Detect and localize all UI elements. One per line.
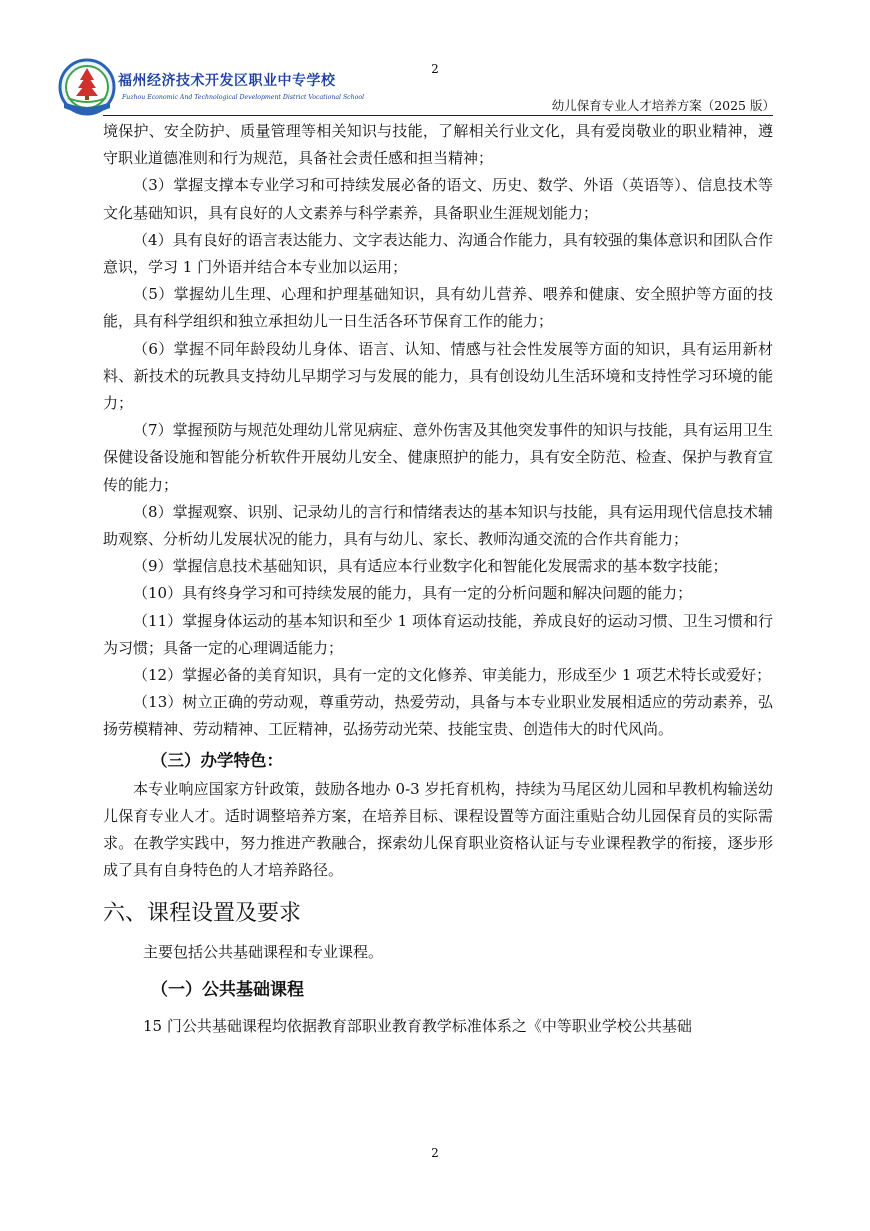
school-name-english: Fuzhou Economic And Technological Development District Vocational School (122, 94, 365, 101)
list-item-7: （7）掌握预防与规范处理幼儿常见病症、意外伤害及其他突发事件的知识与技能，具有运用卫生保健设备设施和智能分析软件开展幼儿安全、健康照护的能力，具有安全防范、检查、保护与教育宣传的能力； (103, 421, 773, 494)
page-body (103, 118, 773, 1046)
list-item-13: （13）树立正确的劳动观，尊重劳动，热爱劳动，具备与本专业职业发展相适应的劳动素养，弘扬劳模精神、劳动精神、工匠精神，弘扬劳动光荣、技能宝贵、创造伟大的时代风尚。 (103, 693, 773, 739)
list-item-12: （12）掌握必备的美育知识，具有一定的文化修养、审美能力，形成至少 1 项艺术特长或爱好； (133, 666, 772, 685)
list-item-6: （6）掌握不同年龄段幼儿身体、语言、认知、情感与社会性发展等方面的知识，具有运用新材料、新技术的玩教具支持幼儿早期学习与发展的能力，具有创设幼儿生活环境和支持性学习环境的能力； (103, 339, 773, 413)
heading-public-courses: （一）公共基础课程 (151, 979, 304, 1000)
school-logo-icon (56, 58, 118, 116)
list-item-3: （3）掌握支撑本专业学习和可持续发展必备的语文、历史、数学、外语（英语等）、信息技术等文化基础知识，具有良好的人文素养与科学素养，具备职业生涯规划能力； (103, 176, 773, 222)
heading-school-features: （三）办学特色： (151, 750, 283, 770)
header-divider (103, 115, 773, 116)
school-name-chinese: 福州经济技术开发区职业中专学校 (118, 73, 336, 89)
footer-page-number: 2 (431, 1146, 439, 1160)
paragraph-section-6-intro: 主要包括公共基础课程和专业课程。 (143, 943, 384, 962)
list-item-4: （4）具有良好的语言表达能力、文字表达能力、沟通合作能力，具有较强的集体意识和团队合作意识，学习 1 门外语并结合本专业加以运用； (103, 230, 773, 277)
paragraph-public-courses: 15 门公共基础课程均依据教育部职业教育教学标准体系之《中等职业学校公共基础 (143, 1016, 692, 1035)
header-page-number: 2 (431, 62, 439, 76)
heading-section-6: 六、课程设置及要求 (103, 901, 302, 927)
list-item-11: （11）掌握身体运动的基本知识和至少 1 项体育运动技能，养成良好的运动习惯、卫生习惯和行为习惯；具备一定的心理调适能力； (103, 611, 773, 657)
paragraph-continued: 境保护、安全防护、质量管理等相关知识与技能，了解相关行业文化，具有爱岗敬业的职业精神，遵守职业道德准则和行为规范，具备社会责任感和担当精神； (103, 122, 773, 168)
list-item-9: （9）掌握信息技术基础知识，具有适应本行业数字化和智能化发展需求的基本数字技能； (133, 557, 728, 576)
document-title: 幼儿保育专业人才培养方案（2025 版） (551, 98, 775, 113)
list-item-8: （8）掌握观察、识别、记录幼儿的言行和情绪表达的基本知识与技能，具有运用现代信息技术辅助观察、分析幼儿发展状况的能力，具有与幼儿、家长、教师沟通交流的合作共育能力； (103, 502, 773, 549)
list-item-5: （5）掌握幼儿生理、心理和护理基础知识，具有幼儿营养、喂养和健康、安全照护等方面的技能，具有科学组织和独立承担幼儿一日生活各环节保育工作的能力； (103, 285, 773, 331)
list-item-10: （10）具有终身学习和可持续发展的能力，具有一定的分析问题和解决问题的能力； (133, 584, 693, 603)
paragraph-school-features: 本专业响应国家方针政策，鼓励各地办 0-3 岁托育机构，持续为马尾区幼儿园和早教机构输送幼儿保育专业人才。适时调整培养方案，在培养目标、课程设置等方面注重贴合幼儿园保育员的实际需求。在教学实践中，努力推进产教融合，探索幼儿保育职业资格认证与专业课程教学的衔接，逐步形成了具有自身特色的人才培养路径。 (103, 779, 773, 880)
